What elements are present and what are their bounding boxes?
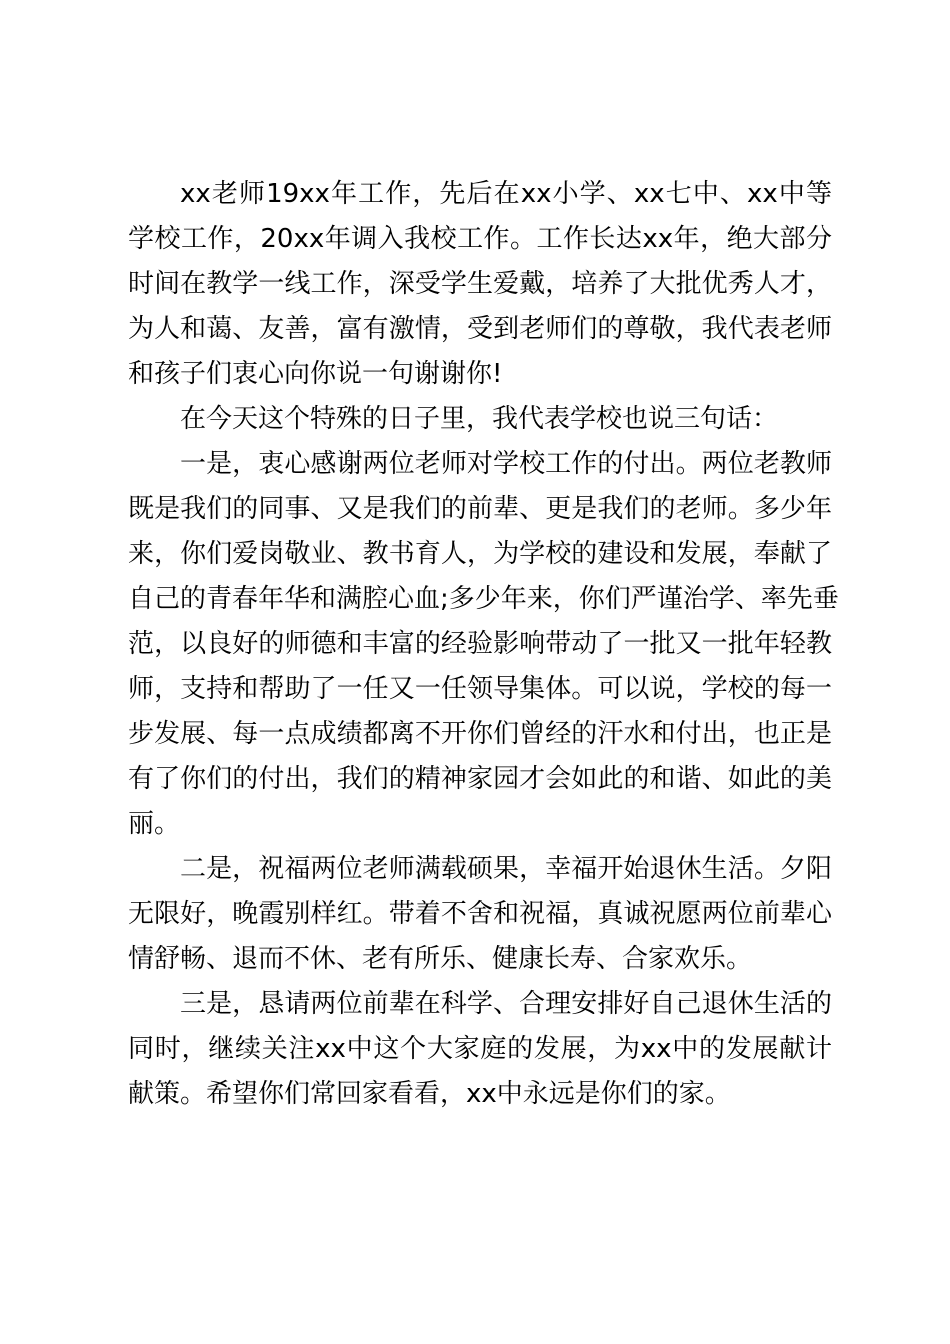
paragraph-line: 献策。希望你们常回家看看，xx中永远是你们的家。 <box>128 1079 731 1109</box>
paragraph-line: 来，你们爱岗敬业、教书育人，为学校的建设和发展，奉献了 <box>128 539 832 569</box>
paragraph-line: 既是我们的同事、又是我们的前辈、更是我们的老师。多少年 <box>128 494 832 524</box>
paragraph-line: 范，以良好的师德和丰富的经验影响带动了一批又一批年轻教 <box>128 629 832 659</box>
paragraph-line: 二是，祝福两位老师满载硕果，幸福开始退休生活。夕阳 <box>180 854 832 884</box>
paragraph-line: 时间在教学一线工作，深受学生爱戴，培养了大批优秀人才， <box>128 269 832 299</box>
paragraph-3 <box>128 442 839 847</box>
paragraph-line: 师，支持和帮助了一任又一任领导集体。可以说，学校的每一 <box>128 674 832 704</box>
paragraph-line: 三是，恳请两位前辈在科学、合理安排好自己退休生活的 <box>180 989 832 1019</box>
document-body <box>128 172 839 1117</box>
paragraph-line: 为人和蔼、友善，富有激情，受到老师们的尊敬，我代表老师 <box>128 314 832 344</box>
paragraph-1 <box>128 172 832 397</box>
paragraph-line: 步发展、每一点成绩都离不开你们曾经的汗水和付出，也正是 <box>128 719 832 749</box>
paragraph-4 <box>128 847 832 982</box>
paragraph-line: 丽。 <box>128 809 181 839</box>
paragraph-line: 有了你们的付出，我们的精神家园才会如此的和谐、如此的美 <box>128 764 832 794</box>
paragraph-line: 和孩子们衷心向你说一句谢谢你! <box>128 359 503 389</box>
paragraph-2 <box>128 397 832 442</box>
paragraph-line: xx老师19xx年工作，先后在xx小学、xx七中、xx中等 <box>180 179 832 209</box>
paragraph-line: 自己的青春年华和满腔心血;多少年来，你们严谨治学、率先垂 <box>128 584 839 614</box>
paragraph-line: 学校工作，20xx年调入我校工作。工作长达xx年，绝大部分 <box>128 224 832 254</box>
paragraph-line: 在今天这个特殊的日子里，我代表学校也说三句话： <box>180 404 779 434</box>
paragraph-line: 无限好，晚霞别样红。带着不舍和祝福，真诚祝愿两位前辈心 <box>128 899 832 929</box>
paragraph-5 <box>128 982 832 1117</box>
paragraph-line: 同时，继续关注xx中这个大家庭的发展，为xx中的发展献计 <box>128 1034 832 1064</box>
paragraph-line: 一是，衷心感谢两位老师对学校工作的付出。两位老教师 <box>180 449 832 479</box>
paragraph-line: 情舒畅、退而不休、老有所乐、健康长寿、合家欢乐。 <box>128 944 753 974</box>
